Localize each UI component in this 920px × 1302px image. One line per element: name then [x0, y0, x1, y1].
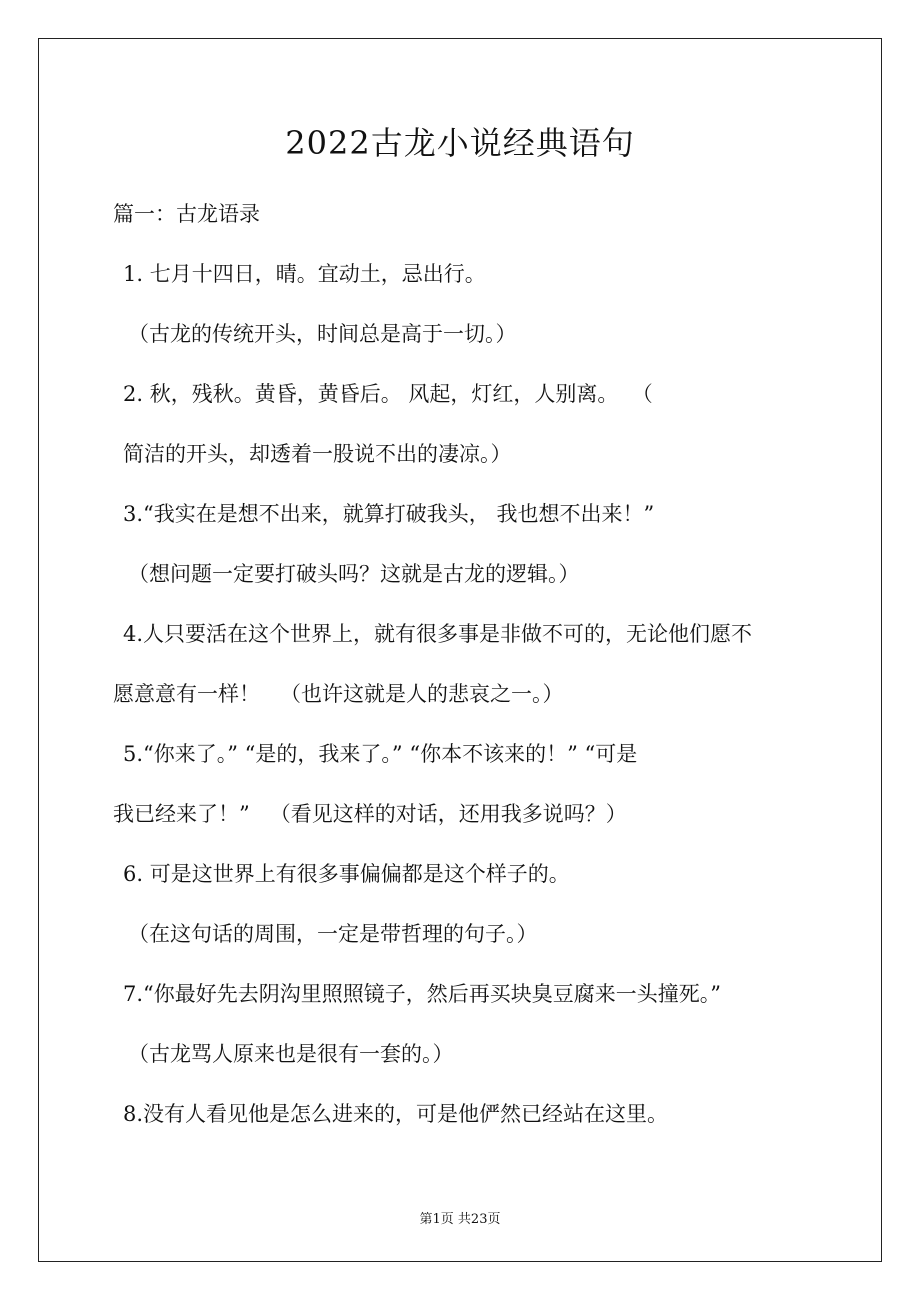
text-line: 4.人只要活在这个世界上，就有很多事是非做不可的，无论他们愿不 [123, 622, 753, 646]
text-line: 3.“我实在是想不出来，就算打破我头， 我也想不出来！” [123, 502, 655, 526]
text-line: 愿意意有一样！ （也许这就是人的悲哀之一。） [113, 682, 564, 706]
text-line: 7.“你最好先去阴沟里照照镜子，然后再买块臭豆腐来一头撞死。” [123, 982, 722, 1006]
text-line: 8.没有人看见他是怎么进来的，可是他俨然已经站在这里。 [123, 1102, 669, 1126]
text-line: 2. 秋，残秋。黄昏，黄昏后。 风起，灯红，人别离。 （ [123, 382, 653, 406]
text-line: （古龙骂人原来也是很有一套的。） [128, 1042, 454, 1066]
text-line: 简洁的开头，却透着一股说不出的凄凉。） [123, 442, 512, 466]
document-title: 2022古龙小说经典语句 [285, 124, 635, 162]
text-line: 1. 七月十四日，晴。宜动土，忌出行。 [123, 262, 486, 286]
text-line: 我已经来了！” （看见这样的对话，还用我多说吗？） [113, 802, 627, 826]
text-line: （在这句话的周围，一定是带哲理的句子。） [128, 922, 538, 946]
page-number: 第1页 共23页 [419, 1212, 501, 1227]
text-line: （古龙的传统开头，时间总是高于一切。） [128, 322, 517, 346]
text-line: 5.“你来了。” “是的，我来了。” “你本不该来的！” “可是 [123, 742, 638, 766]
text-line: 6. 可是这世界上有很多事偏偏都是这个样子的。 [123, 862, 570, 886]
section-heading: 篇一：古龙语录 [113, 202, 260, 226]
text-line: （想问题一定要打破头吗？这就是古龙的逻辑。） [128, 562, 580, 586]
